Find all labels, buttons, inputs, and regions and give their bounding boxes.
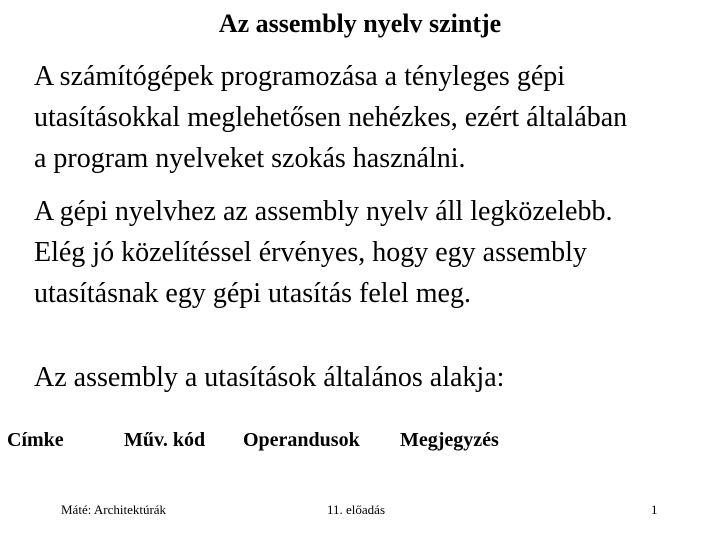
paragraph-line: a program nyelveket szokás használni. xyxy=(34,143,466,174)
paragraph-instruction-form xyxy=(34,357,720,398)
paragraph-line: utasításokkal meglehetősen nehézkes, ezért általában xyxy=(34,102,628,133)
footer-course: Máté: Architektúrák xyxy=(61,502,167,517)
field-opcode: Műv. kód xyxy=(124,429,206,451)
paragraph-programming-difficulty xyxy=(34,56,720,179)
footer-page-number: 1 xyxy=(651,502,658,517)
paragraph-line: utasításnak egy gépi utasítás felel meg. xyxy=(34,278,471,309)
instruction-field-row xyxy=(0,425,720,457)
field-label: Címke xyxy=(7,429,64,451)
paragraph-line: A számítógépek programozása a tényleges gépi xyxy=(34,61,566,92)
paragraph-line: Elég jó közelítéssel érvényes, hogy egy assembly xyxy=(34,237,587,268)
paragraph-line: Az assembly a utasítások általános alakja: xyxy=(34,362,505,393)
field-operands: Operandusok xyxy=(243,429,360,451)
field-comment: Megjegyzés xyxy=(400,429,499,451)
footer-lecture: 11. előadás xyxy=(327,502,385,517)
paragraph-line: A gépi nyelvhez az assembly nyelv áll legközelebb. xyxy=(34,196,613,227)
slide-title: Az assembly nyelv szintje xyxy=(218,9,502,38)
paragraph-assembly-closeness xyxy=(34,191,720,314)
slide-footer xyxy=(0,500,720,522)
